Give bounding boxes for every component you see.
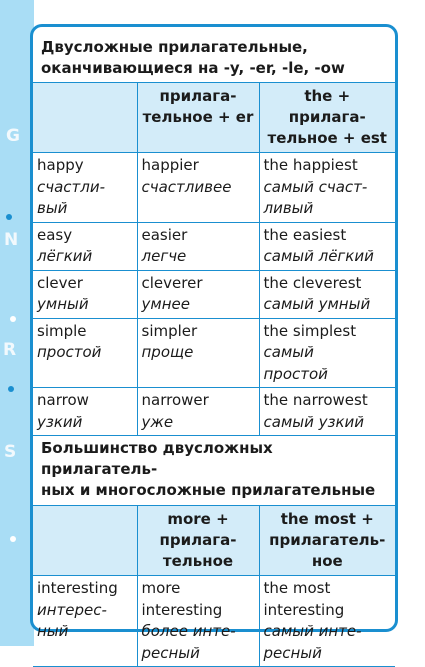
column-header-superlative [259,506,395,576]
header-text: прилага- [159,531,237,549]
russian-translation: более инте- [141,622,236,640]
comparative-cell [137,153,259,223]
russian-translation: ливый [263,199,314,217]
side-dot [10,316,16,322]
russian-translation: лёгкий [37,247,93,265]
section-2-title-line-2: ных и многосложные прилагательные [41,481,376,499]
russian-translation: счастли- [37,177,106,196]
comparative-cell [137,222,259,270]
side-dot [6,214,12,220]
header-text: прилага- [159,87,237,105]
table-row [33,576,395,667]
english-word: the narrowest [263,391,368,409]
russian-translation: умный [37,295,89,313]
base-form-cell [33,576,137,667]
english-word: interesting [37,579,118,597]
superlative-cell [259,270,395,318]
column-header-comparative [137,506,259,576]
side-letter-r: R [3,340,17,360]
superlative-cell [259,318,395,388]
english-word: narrow [37,391,89,409]
table-row [33,153,395,223]
grammar-table-card [30,24,398,662]
russian-translation: простой [37,343,102,361]
russian-translation: самый счаст- [263,177,368,196]
russian-translation: самый лёгкий [263,247,374,265]
superlative-cell [259,388,395,436]
russian-translation: простой [263,364,328,383]
comparative-cell [137,318,259,388]
side-letter-s: S [4,442,17,462]
russian-translation: легче [141,247,187,265]
side-dot [8,386,14,392]
base-form-cell [33,388,137,436]
russian-translation: самый инте- [263,622,362,640]
header-text: тельное + est [267,129,387,147]
section-2-title-line-1: Большинство двусложных прилагатель- [41,439,273,478]
comparative-cell [137,576,259,667]
header-text: the most + [280,510,374,528]
russian-translation: вый [37,199,68,217]
base-form-cell [33,318,137,388]
comparative-cell [137,388,259,436]
english-word: cleverer [141,273,203,292]
english-word: the easiest [263,225,347,244]
superlative-cell [259,222,395,270]
russian-translation: самый узкий [263,412,365,431]
russian-translation: уже [141,412,174,431]
russian-translation: самый [263,343,314,361]
english-word: narrower [141,391,209,409]
table-row [33,388,395,436]
column-header-superlative [259,83,395,153]
section-1-title-line-2: оканчивающиеся на -y, -er, -le, -ow [41,59,345,77]
section-1-heading-row [33,27,395,83]
english-word: easier [141,225,188,244]
header-text: more + [167,510,229,528]
russian-translation: счастливее [141,177,232,196]
base-form-cell [33,270,137,318]
english-word: happier [141,156,199,174]
table-row [33,270,395,318]
russian-translation: проще [141,343,194,361]
russian-translation: узкий [37,412,83,431]
english-word: the cleverest [263,273,362,292]
russian-translation: умнее [141,295,190,313]
section-2-heading-row [33,436,395,506]
english-word: easy [37,225,73,244]
english-word: the simplest [263,321,357,340]
russian-translation: интерес- [37,600,107,619]
english-word: the happiest [263,156,358,174]
side-letter-g: G [6,126,20,146]
comparison-table [33,27,395,667]
english-word: clever [37,273,83,292]
section-2-column-header-row [33,506,395,576]
column-header-blank [33,506,137,576]
english-word: the most [263,579,331,597]
english-word: interesting [263,600,345,619]
comparative-cell [137,270,259,318]
column-header-blank [33,83,137,153]
english-word: interesting [141,600,223,619]
section-1-heading [33,27,395,83]
english-word: happy [37,156,84,174]
column-header-comparative [137,83,259,153]
russian-translation: ресный [263,643,322,662]
section-2-heading [33,436,395,506]
decorative-side-strip [0,0,34,646]
russian-translation: самый умный [263,295,371,313]
superlative-cell [259,153,395,223]
header-text: the + прилага- [288,87,366,126]
header-text: тельное + er [142,108,254,126]
header-text: ное [311,552,343,570]
base-form-cell [33,153,137,223]
side-dot [10,536,16,542]
english-word: more [141,579,181,597]
table-row [33,222,395,270]
base-form-cell [33,222,137,270]
header-text: прилагатель- [269,531,386,549]
russian-translation: ный [37,622,69,640]
english-word: simple [37,321,87,340]
section-1-title-line-1: Двусложные прилагательные, [41,38,308,56]
header-text: тельное [162,552,234,570]
section-1-column-header-row [33,83,395,153]
english-word: simpler [141,321,198,340]
side-letter-n: N [4,230,19,250]
superlative-cell [259,576,395,667]
table-row [33,318,395,388]
russian-translation: ресный [141,643,200,662]
